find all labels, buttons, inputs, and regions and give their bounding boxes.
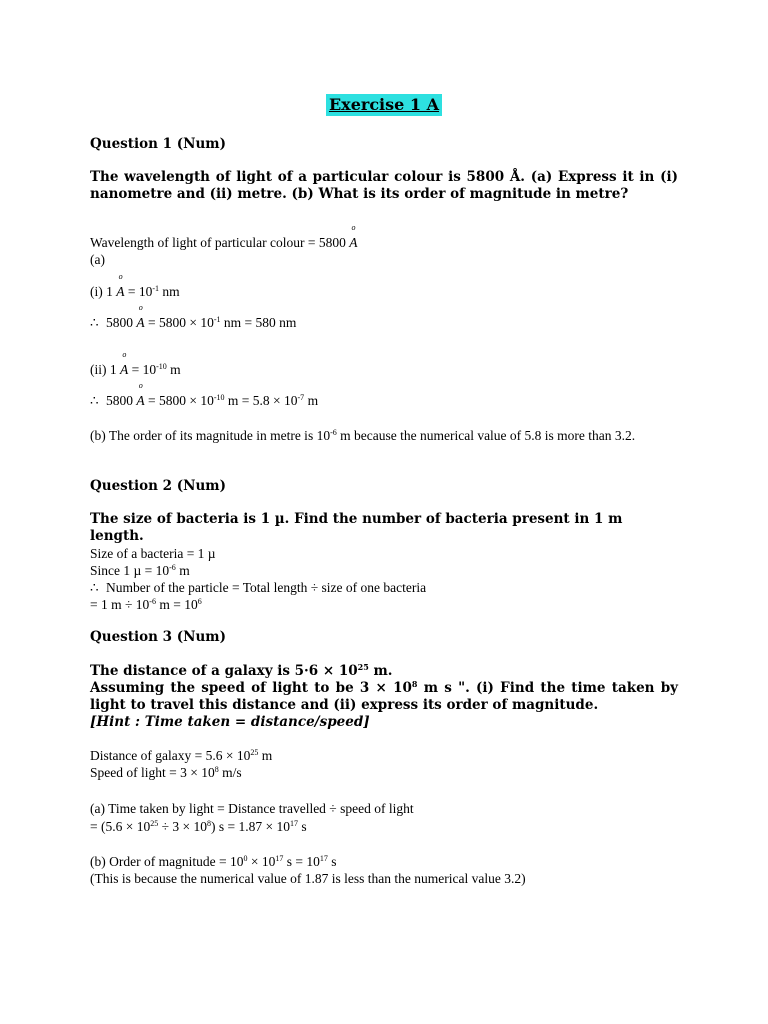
q1-question: The wavelength of light of a particular colour is 5800 Å. (a) Express it in (i) nanometre and (ii) metre. (b) What is its order of magnitude in metre?	[90, 169, 678, 202]
q3-heading: Question 3 (Num)	[90, 629, 226, 645]
q1-ii-line2-b: = 5800 × 10	[148, 393, 214, 408]
q3-line1-exp: 25	[250, 748, 259, 757]
q1-i-line1-b: = 10	[127, 284, 153, 299]
angstrom-letter: A	[136, 393, 145, 408]
q3-part-a-line2-c: ) s = 1.87 × 10	[211, 819, 290, 834]
q2-line2-b: m	[175, 563, 190, 578]
q3-part-b-line1-b: × 10	[247, 854, 276, 869]
q3-part-b-line1-exp3: 17	[319, 854, 328, 863]
q2-line3-text: Number of the particle = Total length ÷ size of one bacteria	[106, 580, 427, 595]
q3-part-a-line1: (a) Time taken by light = Distance travelled ÷ speed of light	[90, 801, 414, 816]
angstrom-letter: A	[120, 362, 129, 377]
q1-ii-line2-a: 5800	[106, 393, 133, 408]
q2-line2	[90, 562, 190, 579]
angstrom-ring: o	[138, 303, 143, 312]
q3-part-a-line2-a: = (5.6 × 10	[90, 819, 151, 834]
angstrom-letter: A	[349, 235, 358, 250]
therefore-icon: ∴	[90, 315, 99, 330]
q1-ii-line2-exp2: -7	[297, 393, 305, 402]
q1-ii-line1-a: (ii) 1	[90, 362, 117, 377]
q1-i-line2-a: 5800	[106, 315, 133, 330]
q2-heading: Question 2 (Num)	[90, 478, 226, 494]
q1-ii-line2-exp: -10	[213, 393, 225, 402]
q3-question-line1-a: The distance of a galaxy is 5·6 × 10	[90, 663, 358, 679]
q3-line1-a: Distance of galaxy = 5.6 × 10	[90, 748, 251, 763]
q1-i-line2-c: nm = 580 nm	[220, 315, 297, 330]
angstrom-symbol	[116, 272, 125, 300]
q2-line4-b: m = 10	[155, 597, 198, 612]
angstrom-ring: o	[138, 381, 143, 390]
q1-ii-line1-b: = 10	[131, 362, 157, 377]
q1-i-line2	[90, 303, 297, 331]
q3-line2-b: m/s	[218, 765, 242, 780]
q1-ii-line1	[90, 350, 181, 378]
angstrom-ring: o	[351, 223, 356, 232]
q1-ii-line1-c: m	[166, 362, 181, 377]
q3-part-b-line1-c: s = 10	[283, 854, 320, 869]
q3-part-a-line2-b: ÷ 3 × 10	[158, 819, 208, 834]
q2-line4	[90, 596, 202, 613]
angstrom-letter: A	[136, 315, 145, 330]
q3-line2-a: Speed of light = 3 × 10	[90, 765, 215, 780]
q1-part-b	[90, 427, 680, 444]
q3-part-b-line1-a: (b) Order of magnitude = 10	[90, 854, 244, 869]
q3-part-a-line2-exp3: 17	[290, 819, 298, 828]
q3-question	[90, 663, 678, 731]
q3-question-line1	[90, 663, 678, 680]
angstrom-ring: o	[118, 272, 123, 281]
q1-line1-text: Wavelength of light of particular colour = 5800	[90, 235, 346, 250]
title-wrap	[0, 94, 768, 116]
q1-heading: Question 1 (Num)	[90, 136, 226, 152]
q1-ii-line1-exp: -10	[156, 362, 167, 371]
q2-line4-a: = 1 m ÷ 10	[90, 597, 150, 612]
q3-part-a-line2-exp2: 8	[207, 819, 212, 828]
q1-i-line1	[90, 272, 180, 300]
q3-part-a-line2	[90, 818, 307, 835]
q3-part-a-line2-d: s	[298, 819, 307, 834]
angstrom-symbol	[349, 223, 358, 251]
angstrom-symbol	[120, 350, 129, 378]
q3-line2	[90, 764, 242, 781]
page-title: Exercise 1 A	[326, 94, 442, 116]
q2-line4-exp2: 6	[197, 597, 202, 606]
q1-ii-line2	[90, 381, 319, 409]
q2-line3	[90, 579, 426, 596]
q3-part-a-line2-exp: 25	[150, 819, 159, 828]
q1-part-b-exp: -6	[330, 428, 337, 437]
q3-hint: [Hint : Time taken = distance/speed]	[90, 714, 370, 730]
q3-part-b-line1	[90, 853, 336, 870]
q3-question-line1-exp: 25	[357, 662, 369, 672]
q1-i-line2-b: = 5800 × 10	[148, 315, 214, 330]
angstrom-symbol	[136, 303, 145, 331]
q1-i-line2-exp: -1	[213, 315, 221, 324]
angstrom-letter: A	[116, 284, 125, 299]
q3-line2-exp: 8	[214, 765, 219, 774]
q1-part-b-a: (b) The order of its magnitude in metre is 10	[90, 428, 331, 443]
q3-line1	[90, 747, 272, 764]
q1-part-b-b: m because the numerical value of 5.8 is more than 3.2.	[336, 428, 636, 443]
q2-line2-a: Since 1 µ = 10	[90, 563, 170, 578]
q2-line4-exp: -6	[149, 597, 156, 606]
q3-part-b-line2: (This is because the numerical value of 1.87 is less than the numerical value 3.2)	[90, 871, 526, 886]
q1-i-line1-c: nm	[159, 284, 180, 299]
q3-question-line2-a: Assuming the speed of light to be 3 × 10	[90, 680, 412, 696]
q2-line1: Size of a bacteria = 1 µ	[90, 546, 216, 561]
q1-i-line1-a: (i) 1	[90, 284, 113, 299]
therefore-icon: ∴	[90, 580, 99, 595]
q3-part-b-line1-exp: 0	[243, 854, 248, 863]
q3-part-b-line1-exp2: 17	[275, 854, 284, 863]
q1-ii-line2-d: m	[304, 393, 319, 408]
q1-ii-line2-c: m = 5.8 × 10	[224, 393, 298, 408]
q3-question-line2	[90, 680, 678, 714]
q3-part-b-line1-d: s	[327, 854, 337, 869]
q2-question: The size of bacteria is 1 µ. Find the number of bacteria present in 1 m length.	[90, 511, 623, 544]
q1-part-a-label: (a)	[90, 252, 105, 267]
angstrom-symbol	[136, 381, 145, 409]
q1-i-line1-exp: -1	[152, 284, 160, 293]
angstrom-ring: o	[122, 350, 127, 359]
q1-line1	[90, 223, 358, 251]
q3-question-line2-exp: 8	[411, 679, 418, 689]
therefore-icon: ∴	[90, 393, 99, 408]
q3-line1-b: m	[258, 748, 273, 763]
q2-line2-exp: -6	[169, 563, 176, 572]
q3-question-line1-b: m.	[368, 663, 393, 679]
q3-question-line2-b: m s ". (i) Find the time taken by light to travel this distance and (ii) express its order of magnitude.	[90, 680, 678, 713]
